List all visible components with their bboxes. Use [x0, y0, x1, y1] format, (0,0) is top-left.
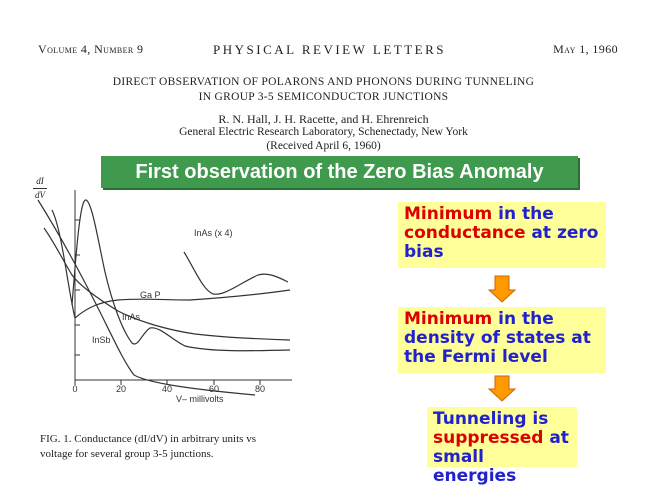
figure-caption: [40, 432, 340, 462]
box2-blue-1: in the: [492, 309, 554, 329]
figure-xlabel: V– millivolts: [176, 394, 224, 404]
journal-date: May 1, 1960: [553, 42, 618, 56]
box2-blue-2: density of states at: [404, 328, 591, 348]
box2-blue-3: the Fermi level: [404, 347, 548, 367]
down-arrow-icon: [489, 376, 515, 401]
box1-blue-2: at zero: [525, 223, 599, 243]
paper-title-line2: IN GROUP 3-5 SEMICONDUCTOR JUNCTIONS: [198, 91, 449, 103]
curve-inas-x4: [184, 252, 288, 294]
label-inas-x4: InAs (x 4): [194, 228, 233, 238]
box2-red-1: Minimum: [404, 309, 493, 329]
box1-red-2: conductance: [404, 223, 526, 243]
journal-volume: Volume 4, Number 9: [38, 42, 144, 56]
curve-gap: [52, 210, 290, 318]
paper-title-line1: DIRECT OBSERVATION OF POLARONS AND PHONONS DURING TUNNELING: [112, 76, 535, 88]
headline-banner: First observation of the Zero Bias Anomaly: [101, 156, 578, 188]
ylabel-bottom: dV: [35, 190, 45, 200]
down-arrow-icon: [489, 276, 515, 302]
paper-affiliation: General Electric Research Laboratory, Schenectady, New York: [179, 126, 468, 138]
box3-blue-1: Tunneling is: [433, 409, 549, 429]
xtick-label-40: 40: [161, 384, 173, 394]
annotation-box-density: [398, 307, 606, 373]
box3-blue-2: at: [543, 428, 569, 448]
xtick-label-80: 80: [254, 384, 266, 394]
xtick-label-0: 0: [72, 384, 78, 394]
box1-red-1: Minimum: [404, 204, 493, 224]
label-inas: InAs: [122, 312, 141, 322]
box3-blue-3: small energies: [433, 447, 517, 486]
ylabel-top: dI: [36, 176, 44, 186]
label-gap: Ga P: [140, 290, 161, 300]
box1-blue-3: bias: [404, 242, 444, 262]
paper-received: (Received April 6, 1960): [266, 140, 381, 152]
caption-line1: FIG. 1. Conductance (dI/dV) in arbitrary units vs: [40, 433, 256, 445]
annotation-box-tunneling: [427, 407, 577, 486]
caption-line2: voltage for several group 3-5 junctions.: [40, 448, 214, 460]
box3-red-1: suppressed: [433, 428, 544, 448]
xtick-label-60: 60: [208, 384, 220, 394]
label-insb: InSb: [92, 335, 111, 345]
xtick-label-20: 20: [115, 384, 127, 394]
journal-name: PHYSICAL REVIEW LETTERS: [213, 42, 446, 57]
annotation-box-conductance: [398, 202, 606, 268]
paper-authors: R. N. Hall, J. H. Racette, and H. Ehrenreich: [218, 112, 429, 126]
curve-inas: [44, 228, 290, 340]
box1-blue-1: in the: [492, 204, 554, 224]
